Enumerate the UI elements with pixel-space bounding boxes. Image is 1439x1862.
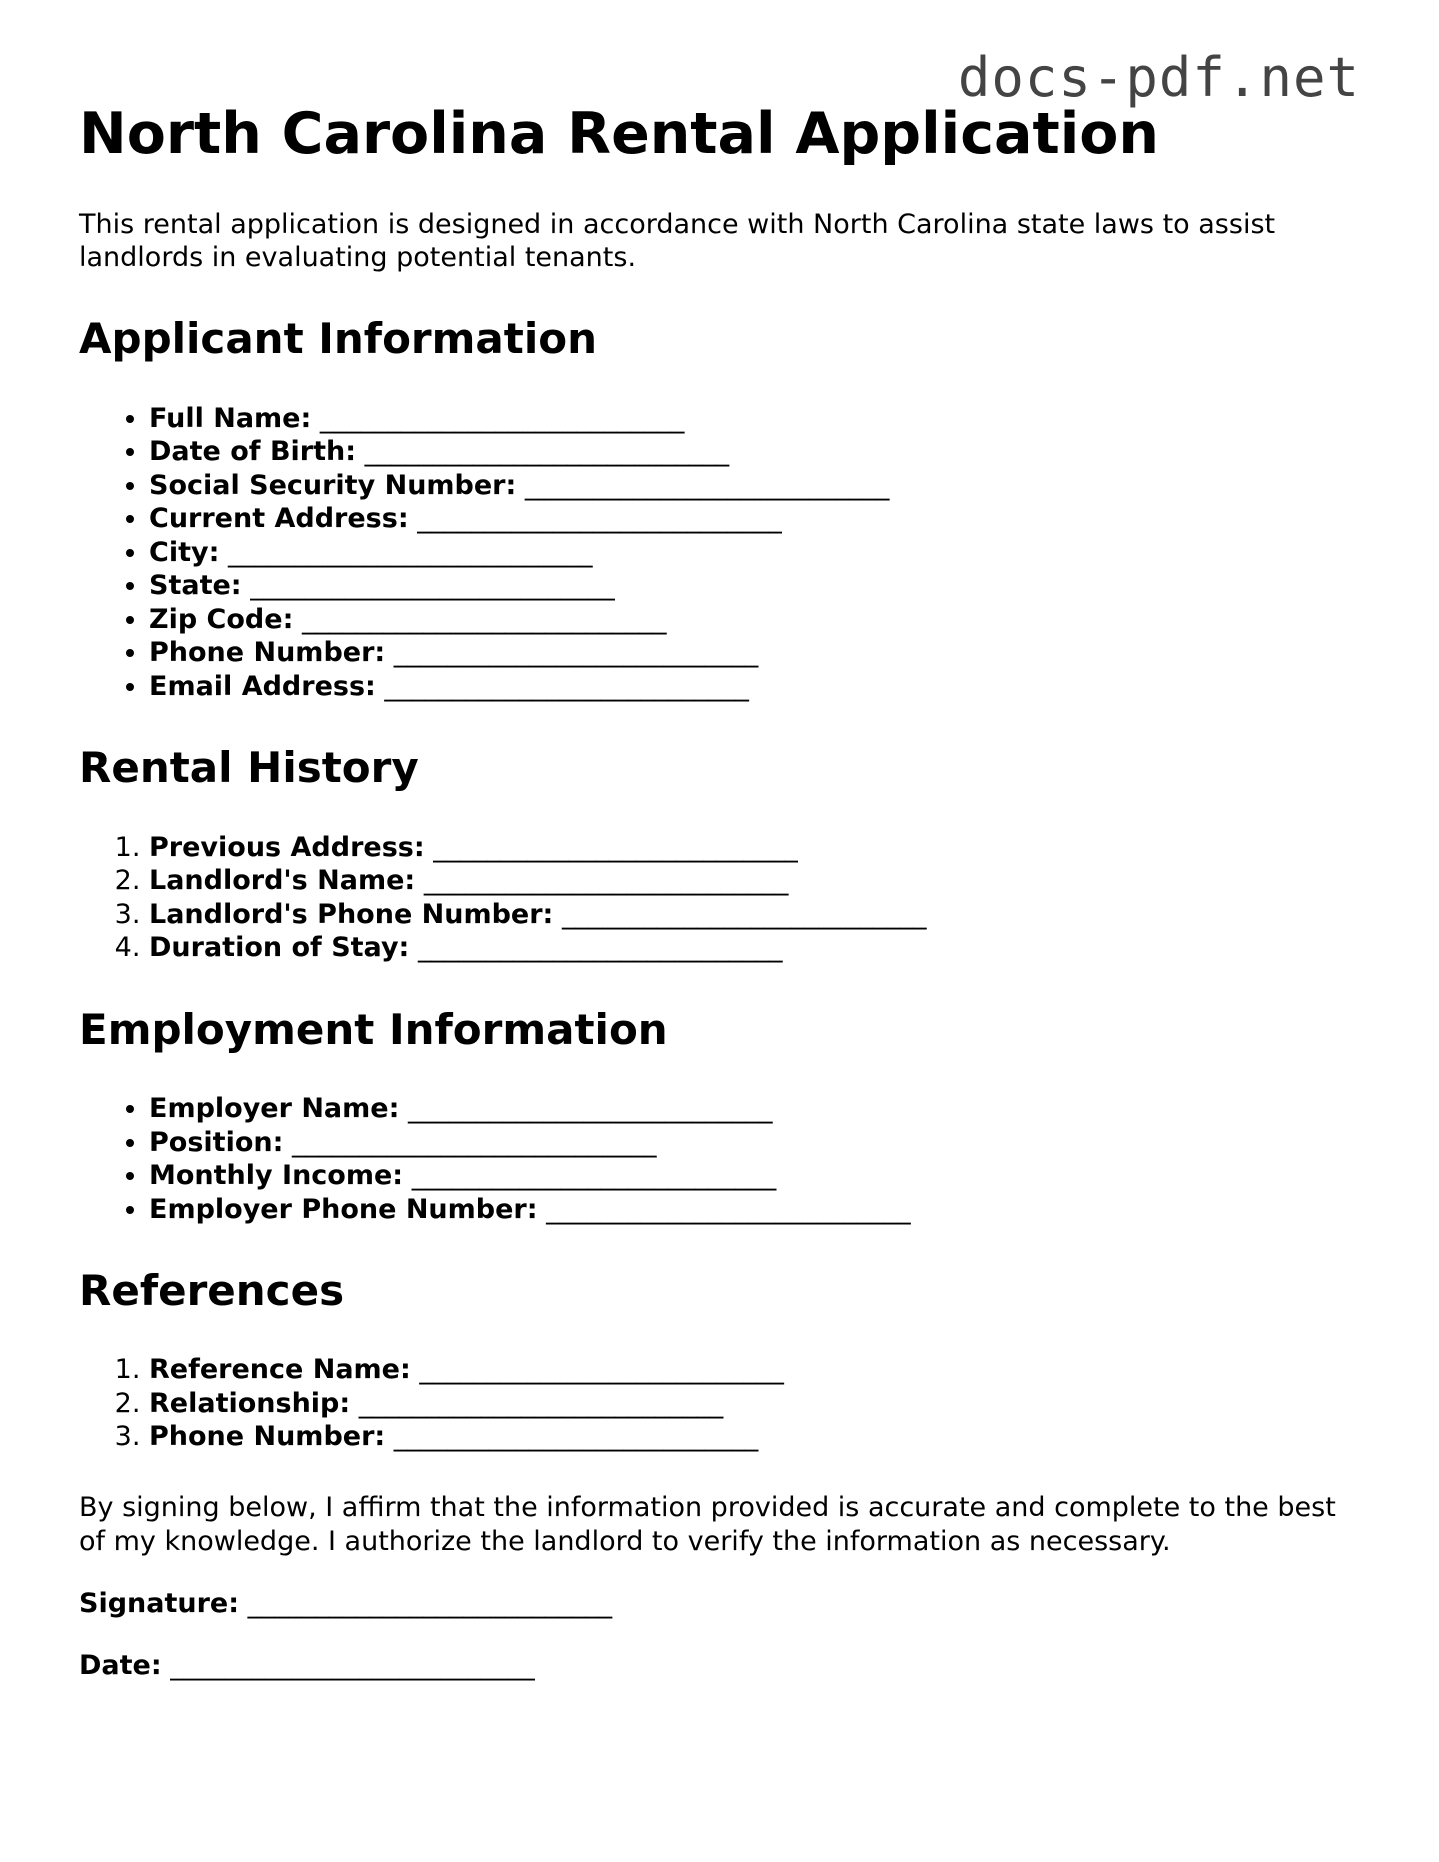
intro-paragraph: This rental application is designed in accordance with North Carolina state laws to assist landlords in evaluating potential tenants.: [79, 209, 1276, 274]
blank-line[interactable]: ___________________________: [524, 469, 890, 501]
date-label: Date:: [79, 1649, 162, 1681]
references-heading: References: [79, 1266, 345, 1316]
field-email-address: [149, 670, 1359, 704]
field-monthly-income: [149, 1159, 1359, 1193]
affirmation-paragraph: By signing below, I affirm that the information provided is accurate and complete to the best of my knowledge. I authorize the landlord to verify the information as necessary.: [79, 1491, 1336, 1557]
blank-line[interactable]: ___________________________: [433, 831, 798, 863]
field-employer-name: [149, 1092, 1359, 1126]
blank-line[interactable]: ___________________________: [408, 1093, 773, 1125]
employment-heading: Employment Information: [79, 1004, 668, 1054]
applicant-field-list: [79, 402, 1359, 704]
blank-line[interactable]: ___________________________: [423, 865, 789, 897]
watermark: docs-pdf.net: [957, 46, 1360, 109]
field-reference-name: [149, 1353, 1359, 1387]
field-full-name: [149, 402, 1359, 436]
field-label: Duration of Stay:: [149, 932, 410, 964]
field-zip-code: [149, 603, 1359, 637]
blank-line[interactable]: ___________________________: [393, 1421, 759, 1453]
field-label: Phone Number:: [149, 1421, 386, 1453]
field-label: Current Address:: [149, 503, 409, 535]
field-label: Previous Address:: [149, 831, 425, 863]
field-label: Relationship:: [149, 1387, 351, 1419]
field-label: Monthly Income:: [149, 1160, 404, 1192]
blank-line[interactable]: ___________________________: [417, 503, 782, 535]
applicant-heading: Applicant Information: [79, 314, 597, 364]
rental-history-field-list: [79, 831, 1359, 965]
field-label: Date of Birth:: [149, 436, 357, 468]
blank-line[interactable]: ___________________________: [319, 402, 685, 434]
signature-row: [79, 1587, 1359, 1621]
blank-line[interactable]: ___________________________: [250, 570, 615, 602]
blank-line[interactable]: ___________________________: [546, 1193, 911, 1225]
blank-line[interactable]: ___________________________: [358, 1387, 724, 1419]
field-employer-phone: [149, 1193, 1359, 1227]
field-label: State:: [149, 570, 242, 602]
references-field-list: [79, 1353, 1359, 1454]
blank-line[interactable]: ___________________________: [301, 603, 667, 635]
blank-line[interactable]: ___________________________: [411, 1160, 777, 1192]
field-date-of-birth: [149, 435, 1359, 469]
field-duration-of-stay: [149, 931, 1359, 965]
field-phone-number: [149, 636, 1359, 670]
field-city: [149, 536, 1359, 570]
employment-field-list: [79, 1092, 1359, 1226]
signature-line[interactable]: ___________________________: [247, 1587, 613, 1619]
field-label: Email Address:: [149, 670, 376, 702]
field-label: Phone Number:: [149, 637, 386, 669]
field-state: [149, 569, 1359, 603]
blank-line[interactable]: ___________________________: [561, 898, 927, 930]
field-current-address: [149, 502, 1359, 536]
field-label: Employer Phone Number:: [149, 1193, 538, 1225]
blank-line[interactable]: ___________________________: [227, 536, 593, 568]
field-relationship: [149, 1387, 1359, 1421]
field-label: Reference Name:: [149, 1354, 411, 1386]
blank-line[interactable]: ___________________________: [384, 670, 749, 702]
date-row: [79, 1649, 1359, 1683]
field-landlord-phone: [149, 898, 1359, 932]
field-label: Employer Name:: [149, 1093, 400, 1125]
field-label: Zip Code:: [149, 603, 294, 635]
blank-line[interactable]: ___________________________: [364, 436, 730, 468]
field-ssn: [149, 469, 1359, 503]
field-previous-address: [149, 831, 1359, 865]
field-label: Position:: [149, 1126, 284, 1158]
document-body: [79, 100, 1359, 1683]
field-label: City:: [149, 536, 220, 568]
signature-label: Signature:: [79, 1587, 240, 1619]
blank-line[interactable]: ___________________________: [292, 1126, 657, 1158]
blank-line[interactable]: ___________________________: [393, 637, 759, 669]
blank-line[interactable]: ___________________________: [419, 1354, 784, 1386]
field-label: Landlord's Name:: [149, 865, 416, 897]
page-title: North Carolina Rental Application: [79, 101, 1159, 167]
field-landlord-name: [149, 864, 1359, 898]
date-line[interactable]: ___________________________: [170, 1649, 535, 1681]
field-label: Landlord's Phone Number:: [149, 898, 554, 930]
field-reference-phone: [149, 1420, 1359, 1454]
rental-history-heading: Rental History: [79, 743, 419, 793]
field-position: [149, 1126, 1359, 1160]
field-label: Social Security Number:: [149, 469, 517, 501]
blank-line[interactable]: ___________________________: [417, 932, 783, 964]
field-label: Full Name:: [149, 402, 312, 434]
